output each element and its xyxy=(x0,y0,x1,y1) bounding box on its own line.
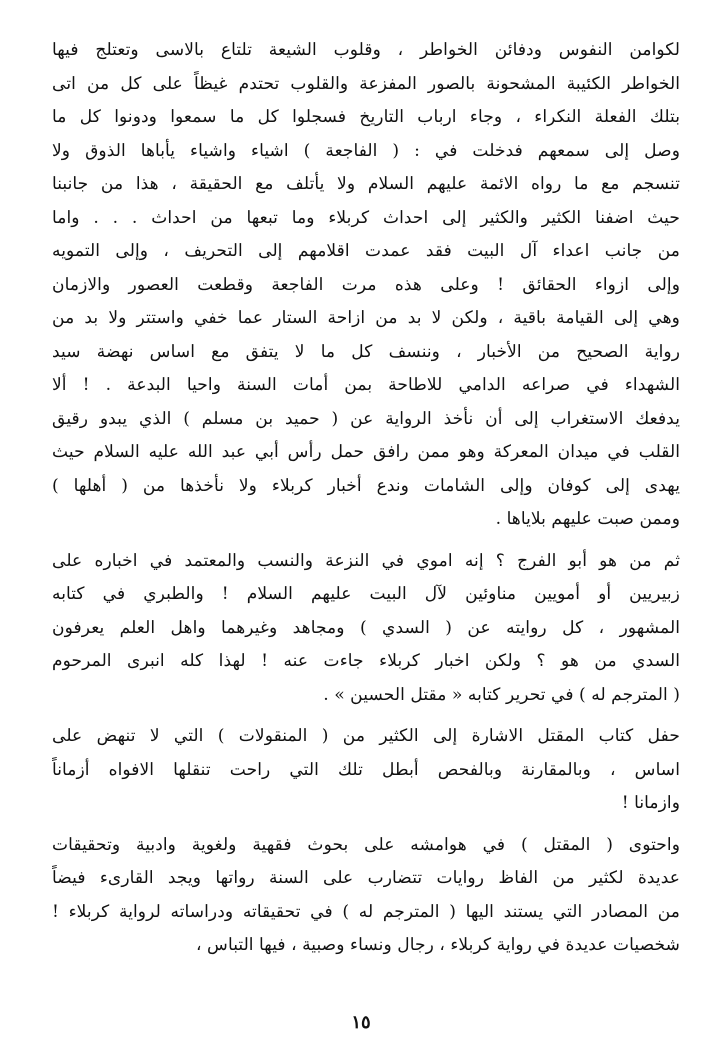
text-line: وصل إلى سمعهم فدخلت في : ( الفاجعة ) اشياء واشياء يأباها الذوق ولا xyxy=(52,140,680,161)
text-line: عديدة لكثير من الفاظ روايات تتضارب على السنة رواتها ويجد القارىء فيضاً xyxy=(52,868,680,888)
page-number: ١٥ xyxy=(351,1012,371,1033)
text-line: زبيريين أو أمويين مناوئين لآل البيت عليهم السلام ! والطبري في كتابه xyxy=(52,584,680,604)
paragraph-2 xyxy=(52,545,680,713)
text-line: وهي إلى القيامة باقية ، ولكن لا بد من ازاحة الستار عما خفي واستتر ولا بد من xyxy=(52,308,680,328)
text-line: من المصادر التي يستند اليها ( المترجم له ) في تحقيقاته ودراساته لرواية كربلاء ! xyxy=(52,901,680,922)
text-line: وإلى ازواء الحقائق ! وعلى هذه مرت الفاجعة وقطعت العصور والازمان xyxy=(52,274,680,295)
text-line: وازمانا ! xyxy=(621,793,680,813)
text-line: وممن صبت عليهم بلاياها . xyxy=(495,509,680,529)
text-line: المشهور ، كل روايته عن ( السدي ) ومجاهد وغيرهما واهل العلم يعرفون xyxy=(52,617,680,638)
text-line: شخصيات عديدة في رواية كربلاء ، رجال ونساء وصبية ، فيها التباس ، xyxy=(195,935,680,955)
document-page xyxy=(52,34,680,963)
text-line: اساس ، وبالمقارنة وبالفحص أبطل تلك التي راحت تنقلها الافواه أزماناً xyxy=(52,759,680,780)
text-line: رواية الصحيح من الأخبار ، وننسف كل ما لا يتفق مع اساس نهضة سيد xyxy=(52,341,680,362)
text-line: حيث اضفنا الكثير والكثير إلى احداث كربلاء وما تبعها من احداث . . . واما xyxy=(52,207,680,228)
text-line: ثم من هو أبو الفرج ؟ إنه اموي في النزعة والنسب والمعتمد في اخباره على xyxy=(52,550,680,571)
paragraph-1 xyxy=(52,34,680,537)
paragraph-3 xyxy=(52,720,680,821)
text-line: يدفعك الاستغراب إلى أن نأخذ الرواية عن ( حميد بن مسلم ) الذي يبدو رقيق xyxy=(52,408,680,429)
text-line: الخواطر الكئيبة المشحونة بالصور المفزعة والقلوب تحتدم غيظاً على كل من اتى xyxy=(52,73,680,94)
text-line: لكوامن النفوس ودفائن الخواطر ، وقلوب الشيعة تلتاع بالاسى وتعتلج فيها xyxy=(52,40,680,60)
text-line: تنسجم مع ما رواه الائمة عليهم السلام ولا يأتلف مع الحقيقة ، هذا من جانبنا xyxy=(52,174,680,194)
text-line: الشهداء في صراعه الدامي للاطاحة بمن أمات السنة واحيا البدعة . ! ألا xyxy=(52,375,680,395)
text-line: القلب في ميدان المعركة وهو ممن رافق حمل رأس أبي عبد الله عليه السلام حيث xyxy=(52,442,680,462)
text-line: يهدى إلى كوفان وإلى الشامات وندع أخبار كربلاء ولا نأخذها من ( أهلها ) xyxy=(52,475,680,496)
text-line: السدي من هو ؟ ولكن اخبار كربلاء جاءت عنه ! لهذا كله انبرى المرحوم xyxy=(52,651,680,671)
text-line: حفل كتاب المقتل الاشارة إلى الكثير من ( المنقولات ) التي لا تنهض على xyxy=(52,726,680,746)
text-line: واحتوى ( المقتل ) في هوامشه على بحوث فقهية ولغوية وادبية وتحقيقات xyxy=(52,834,680,855)
text-line: من جانب اعداء آل البيت فقد عمدت اقلامهم إلى التحريف ، وإلى التمويه xyxy=(52,241,680,261)
text-line: ( المترجم له ) في تحرير كتابه « مقتل الحسين » . xyxy=(323,684,680,705)
text-line: بتلك الفعلة النكراء ، وجاء ارباب التاريخ فسجلوا كل ما سمعوا ودونوا كل ما xyxy=(52,107,680,127)
paragraph-4 xyxy=(52,829,680,963)
